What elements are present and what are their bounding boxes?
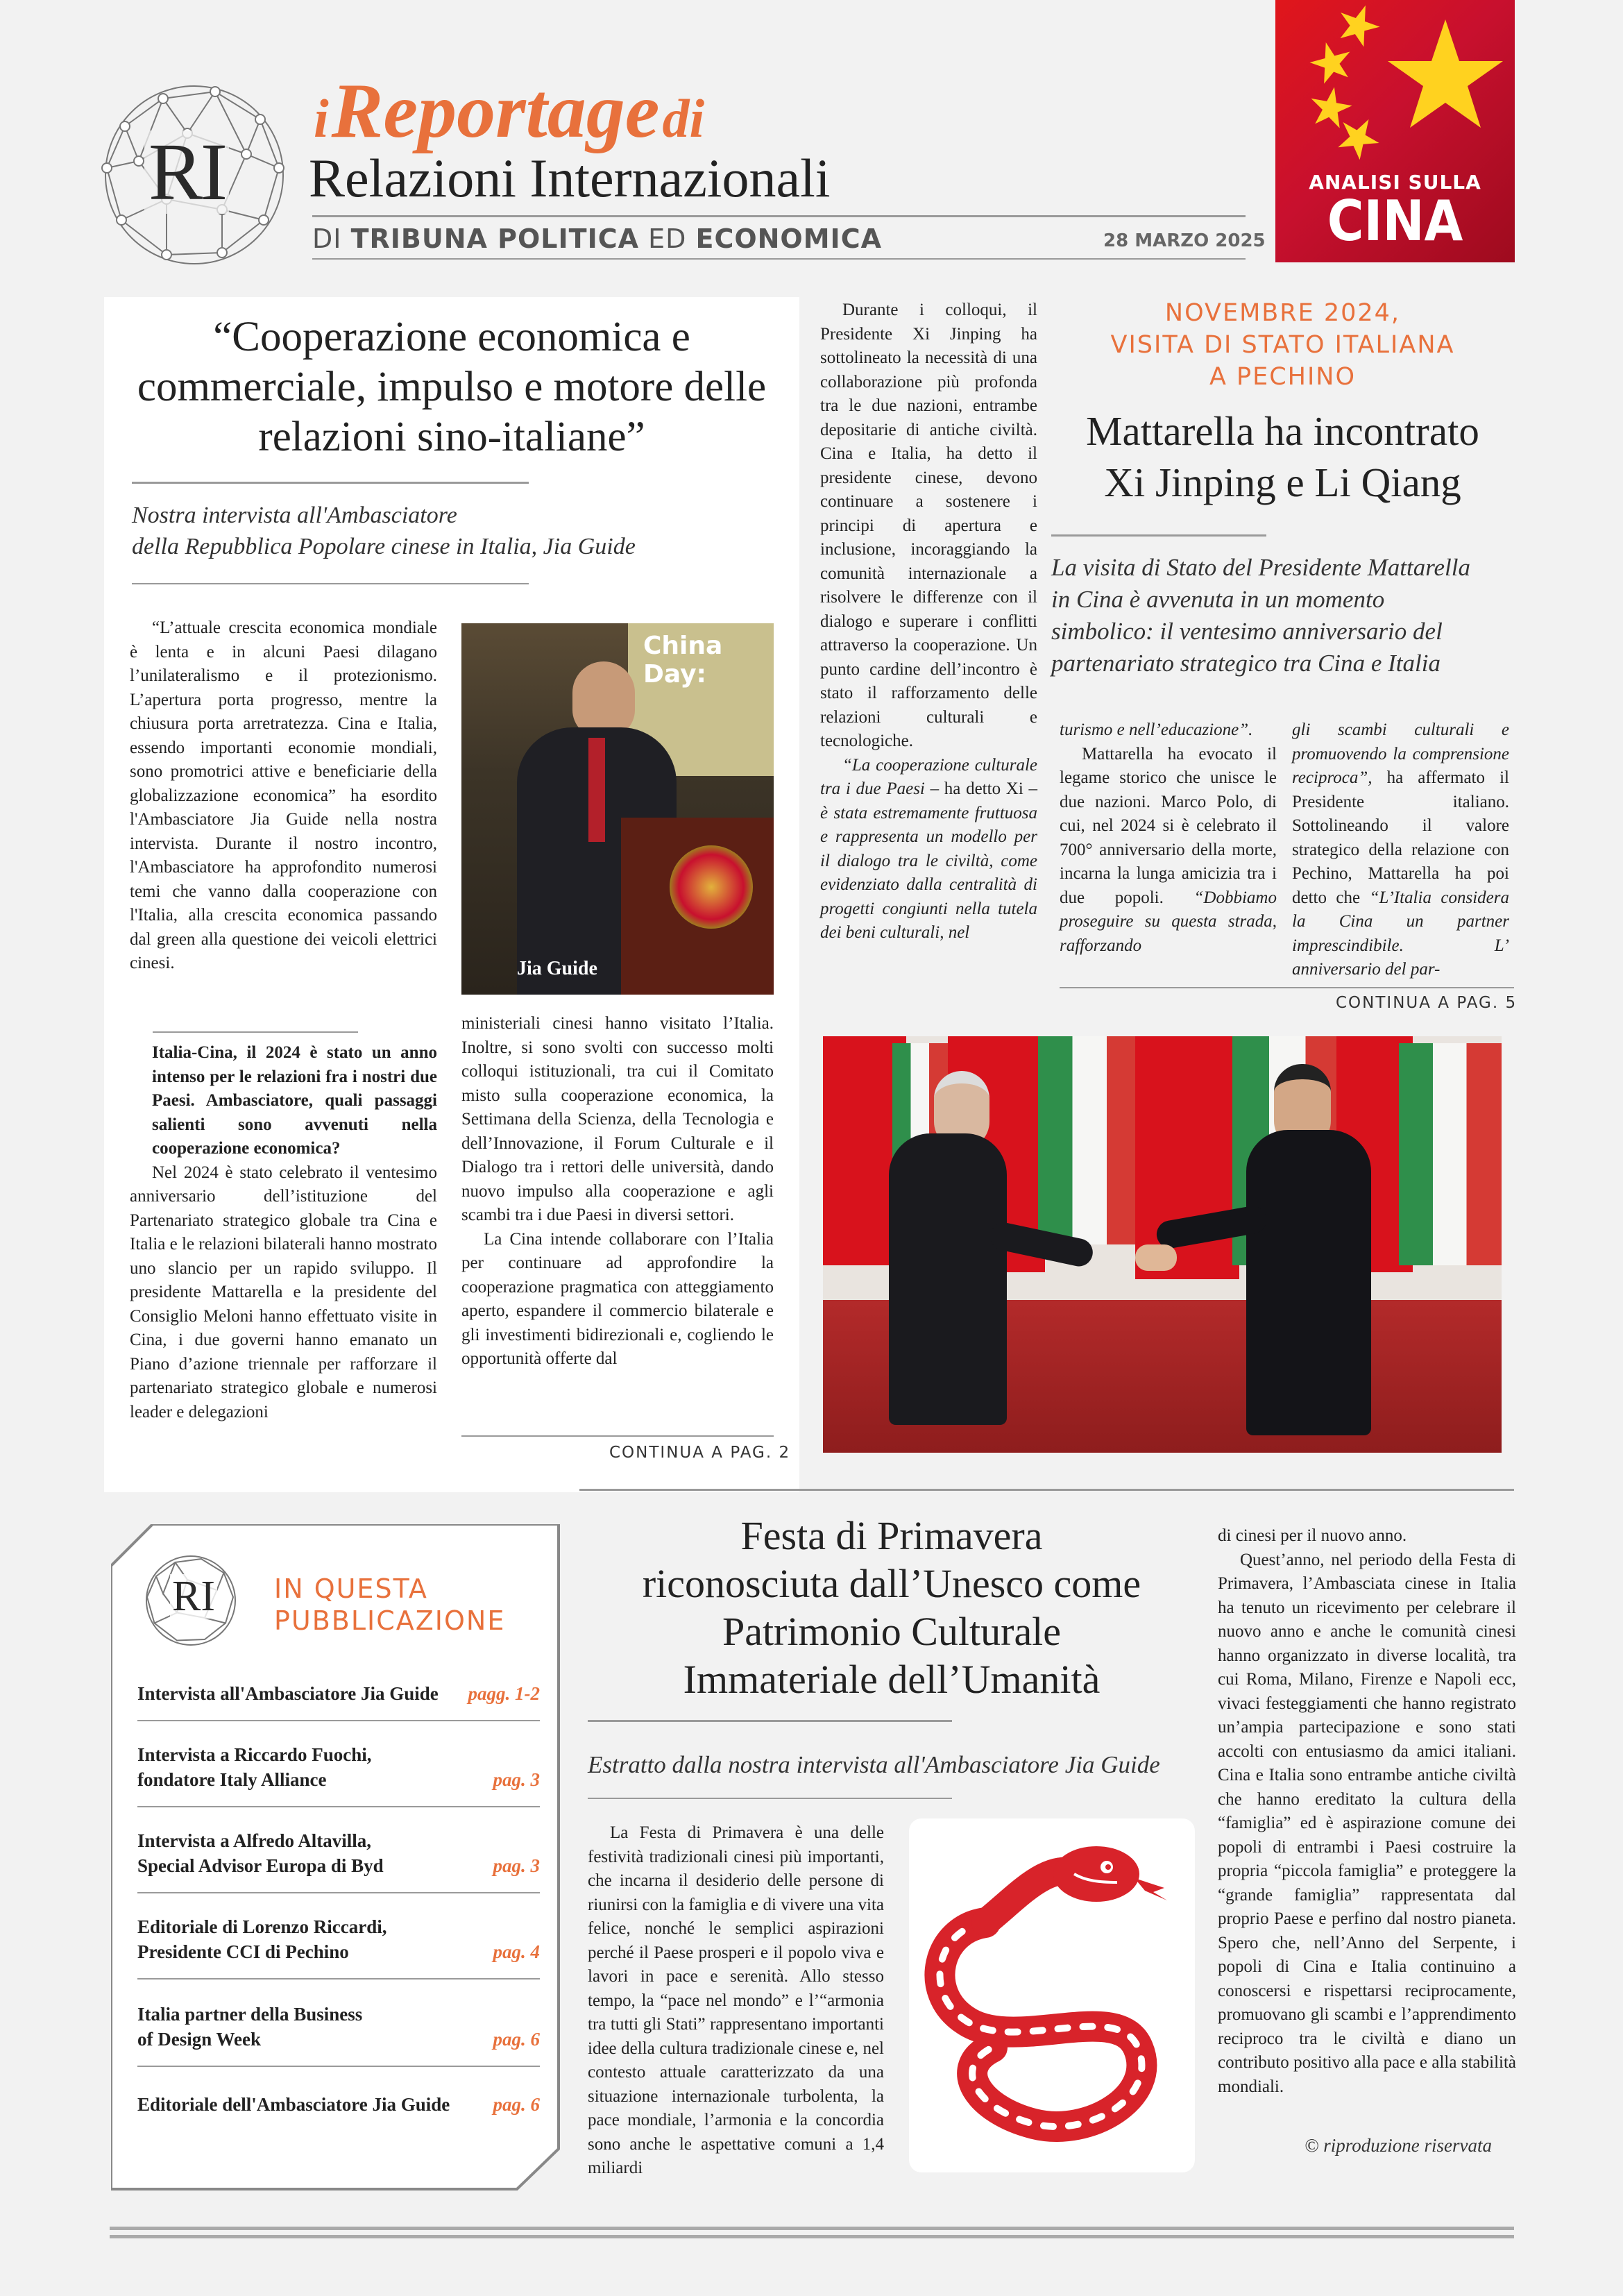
toc-logo-monogram: RI: [170, 1574, 217, 1619]
china-flag-stars: [1275, 0, 1515, 160]
footer-rule-bottom: [110, 2235, 1514, 2238]
logo-monogram: RI: [144, 130, 229, 214]
title-reportage: Reportage: [331, 68, 660, 154]
badge-line2: CINA: [1327, 189, 1463, 253]
flag-it-2: [1038, 1036, 1142, 1244]
article3-subtitle-rule: [588, 1798, 952, 1799]
badge-line1: ANALISI SULLA: [1309, 171, 1481, 194]
article1-continua-link[interactable]: CONTINUA A PAG. 2: [609, 1444, 791, 1462]
toc-separator: [137, 1720, 540, 1721]
masthead-tagline: DI TRIBUNA POLITICA ED ECONOMICA: [312, 223, 882, 254]
jia-guide-photo: [461, 623, 774, 995]
copyright-note: © riproduzione riservata: [1305, 2135, 1493, 2156]
mattarella-xi-handshake-photo: [823, 1036, 1502, 1453]
article1-column-1: “L’attuale crescita economica mondiale è lenta e in alcuni Paesi dilagano l’unilateralismo e il protezionismo. L’apertura porta progresso, mentre la chiusura porta arretratezza. Cina e Italia, essendo importanti economie mondiali, sono promotrici attive e beneficiarie della globalizzazione economica” ha esordito l'Ambasciatore Jia Guide nella nostra intervista. Durante il nostro incontro, l'Ambasciatore ha approfondito numerosi temi che vanno dalla cooperazione con l'Italia, alla crescita economica passando dal green alla questione dei veicoli elettrici cinesi.: [130, 618, 437, 972]
article3-title-rule: [588, 1720, 952, 1722]
article2-column-2: turismo e nell’educazione”. Mattarella ha evocato il legame storico che unisce le due nazioni. Marco Polo, di cui, nel 2024 si è celebrato il 700° anniversario della morte, incarna la lunga amicizia tra i due popoli. “Dobbiamo proseguire su questa strada, rafforzando: [1060, 720, 1277, 955]
article2-subtitle: La visita di Stato del Presidente Mattarella in Cina è avvenuta in un momento simbolico: il ventesimo anniversario del partenariato strategico tra Cina e Italia: [1051, 554, 1471, 677]
toc-item-5[interactable]: Italia partner della Business of Design Week pag. 6: [137, 2004, 540, 2050]
china-badge: [1275, 0, 1515, 262]
toc-header: IN QUESTA PUBBLICAZIONE: [274, 1573, 506, 1636]
section-divider: [579, 1489, 1514, 1491]
toc-separator: [137, 1806, 540, 1807]
article1-column-1b: Italia-Cina, il 2024 è stato un anno intenso per le relazioni fra i nostri due Paesi. Ambasciatore, quali passaggi salienti sono avvenuti nella cooperazione economica? Nel 2024 è stato celebrato il ventesimo anniversario dell’istituzione del Partenariato strategico globale tra Cina e Italia e le relazioni bilaterali hanno mostrato uno slancio per un rapido sviluppo. Il presidente Mattarella e la presidente del Consiglio Meloni hanno effettuato visite in Cina, i due governi hanno emanato un Piano d’azione triennale per rafforzare il partenariato strategico globale e numerosi leader e delegazioni: [130, 1041, 437, 1424]
toc-list: [137, 1680, 540, 2124]
speaker-tie: [588, 738, 605, 842]
masthead-rule: [312, 215, 1246, 217]
title-i: i: [314, 88, 329, 149]
article2-title-rule: [1051, 534, 1266, 537]
photo-banner-text: China Day:: [643, 632, 723, 689]
mattarella-suit: [889, 1133, 1007, 1425]
toc-item-1[interactable]: Intervista all'Ambasciatore Jia Guide pagg. 1-2: [137, 1683, 540, 1704]
issue-date: 28 MARZO 2025: [1103, 230, 1266, 251]
article2-kicker: NOVEMBRE 2024, VISITA DI STATO ITALIANA A PECHINO: [1110, 299, 1455, 391]
toc-separator: [137, 2066, 540, 2067]
toc-item-6[interactable]: Editoriale dell'Ambasciatore Jia Guide pag. 6: [137, 2094, 540, 2115]
article2-continua-rule: [1060, 987, 1514, 988]
article1-subtitle-rule: [132, 583, 529, 584]
masthead-rule-bottom: [312, 258, 1246, 260]
article3-column-2: di cinesi per il nuovo anno. Quest’anno, nel periodo della Festa di Primavera, l’Ambasciata cinese in Italia ha tenuto un ricevimento per celebrare il nuovo anno e anche le comunità cinesi hanno organizzato in diverse località, tra cui Roma, Milano, Firenze e Napoli ecc, vivaci festeggiamenti che hanno registrato un’ampia partecipazione e sono stati accolti con entusiasmo da amici italiani. Cina e Italia sono entrambe antiche civiltà che hanno ereditato la cultura della “famiglia” ed è aspirazione comune dei popoli di entrambi i Paesi costruire la propria “piccola famiglia” e proteggere la “grande famiglia” rappresentata dal proprio Paese e perfino dal nostro pianeta. Spero che, nell’Anno del Serpente, i popoli di Cina e Italia continuino a conoscersi e rispettarsi reciprocamente, promuovano gli scambi e l’apprendimento reciproco tra le civiltà e diano un contributo positivo alla pace e alla stabilità mondiali.: [1218, 1526, 1516, 2096]
toc-item-4[interactable]: Editoriale di Lorenzo Riccardi, Presidente CCI di Pechino pag. 4: [137, 1916, 540, 1962]
article2-column-3: gli scambi culturali e promuovendo la comprensione reciproca”, ha affermato il Presidente italiano. Sottolineando il valore strategico della relazione con Pechino, Mattarella ha poi detto che “L’Italia considera la Cina un partner imprescindibile. L’ anniversario del par-: [1292, 720, 1509, 979]
toc-item-3[interactable]: Intervista a Alfredo Altavilla, Special Advisor Europa di Byd pag. 3: [137, 1830, 540, 1876]
toc-separator: [137, 1978, 540, 1980]
toc-separator: [137, 1892, 540, 1893]
article2-title: Mattarella ha incontrato Xi Jinping e Li Qiang: [1086, 408, 1479, 505]
snake-papercut-illustration: [909, 1818, 1195, 2172]
photo-caption: Jia Guide: [517, 958, 597, 979]
article1-subtitle: Nostra intervista all'Ambasciatore della Repubblica Popolare cinese in Italia, Jia Guide: [132, 503, 636, 559]
masthead: [0, 0, 1266, 278]
footer-rule-top: [110, 2227, 1514, 2230]
article-interview-box: [104, 297, 799, 1492]
article3-subtitle: Estratto dalla nostra intervista all'Ambasciatore Jia Guide: [588, 1751, 1160, 1778]
flag-it-4: [1399, 1043, 1502, 1265]
article1-question-rule: [153, 1031, 358, 1033]
national-emblem-icon: [670, 845, 753, 929]
title-di: di: [662, 88, 705, 149]
article2-continua-link[interactable]: CONTINUA A PAG. 5: [1336, 994, 1518, 1012]
masthead-title: [314, 67, 704, 156]
speaker-head: [572, 661, 635, 738]
article1-column-2: ministeriali cinesi hanno visitato l’Italia. Inoltre, si sono svolti con successo molti colloqui istituzionali, tra cui il Comitato misto sulla cooperazione economica, la Settimana della Scienza, della Tecnologia e dell’Innovazione, il Forum Culturale e il Dialogo tra i rettori delle università, dando nuovo impulso alla cooperazione e agli scambi tra i due Paesi in diversi settori. La Cina intende collaborare con l’Italia per continuare ad approfondire la cooperazione pragmatica con atteggiamento aperto, espandere il commercio bilaterale e gli investimenti bidirezionali e, cogliendo le opportunità offerte dal: [461, 1014, 774, 1368]
article1-title-rule: [132, 482, 529, 484]
article1-continua-rule: [461, 1435, 774, 1437]
interview-question: Italia-Cina, il 2024 è stato un anno intenso per le relazioni fra i nostri due Paesi. Ambasciatore, quali passaggi salienti sono avvenuti nella cooperazione economica?: [152, 1043, 437, 1158]
article3-title: Festa di Primavera riconosciuta dall’Unesco come Patrimonio Culturale Immateriale dell’Umanità: [642, 1513, 1141, 1702]
handshake-hands: [1135, 1244, 1177, 1271]
snake-icon: [909, 1818, 1195, 2172]
masthead-subtitle: Relazioni Internazionali: [309, 148, 831, 208]
article3-column-1: La Festa di Primavera è una delle festività tradizionali cinesi più importanti, che incarna il desiderio delle persone di riunirsi con la famiglia e di vivere una vita felice, nonché le semplici aspirazioni perché il Paese prosperi e il popolo viva e lavori in pace e serenità. Allo stesso tempo, la “pace nel mondo” e l’“armonia tra tutti gli Stati” rappresentano importanti idee della cultura tradizionale cinese e, nel contesto attuale caratterizzato da una situazione internazionale turbolenta, la pace mondiale, l’armonia e la concordia sono anche le aspettative comuni a 1,4 miliardi: [588, 1823, 884, 2177]
article1-title: “Cooperazione economica e commerciale, impulso e motore delle relazioni sino-italiane”: [137, 314, 767, 460]
toc-item-2[interactable]: Intervista a Riccardo Fuochi, fondatore Italy Alliance pag. 3: [137, 1744, 540, 1790]
xi-suit: [1246, 1130, 1371, 1435]
article2-column-intro: Durante i colloqui, il Presidente Xi Jinping ha sottolineato la necessità di una collaborazione più profonda tra le due nazioni, entrambe depositarie di antiche civiltà. Cina e Italia, ha detto il presidente cinese, devono continuare a sostenere i principi di apertura e inclusione, incoraggiando la comunità internazionale a risolvere le differenze con il dialogo e superare i conflitti attraverso la cooperazione. Un punto cardine dell’incontro è stato il rafforzamento delle relazioni culturali e tecnologiche. “La cooperazione culturale tra i due Paesi – ha detto Xi – è stata estremamente fruttuosa e rappresenta un modello per il dialogo tra le civiltà, come evidenziato dalla centralità di progetti congiunti nella tutela dei beni culturali, nel: [820, 301, 1037, 942]
